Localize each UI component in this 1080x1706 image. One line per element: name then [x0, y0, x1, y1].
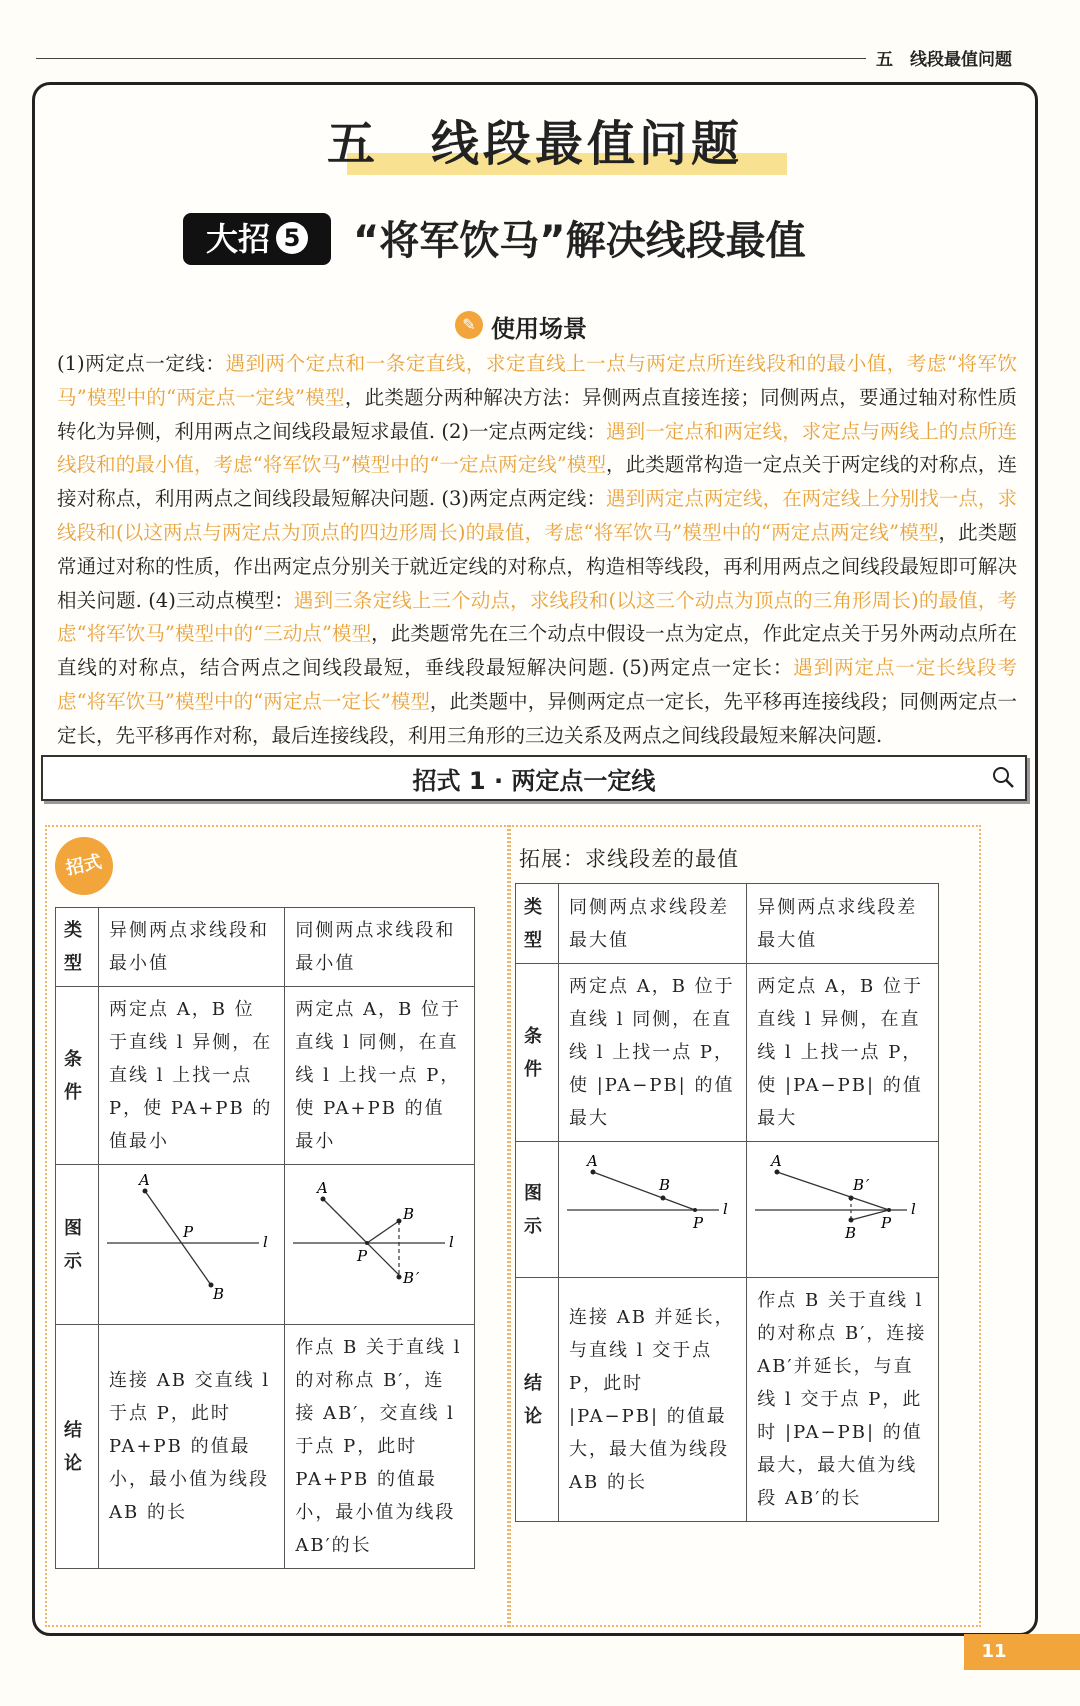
header-figure: 图示 — [516, 1142, 559, 1278]
label-B: B — [845, 1224, 859, 1242]
right-table — [515, 883, 939, 1522]
right-col1-condition: 两定点 A，B 位于直线 l 同侧，在直线 l 上找一点 P，使 |PA−PB| 的值最大 — [559, 964, 747, 1142]
left-col2-conclusion: 作点 B 关于直线 l 的对称点 B′，连接 AB′，交直线 l 于点 P，此时 PA+PB 的值最小，最小值为线段 AB′的长 — [285, 1325, 475, 1569]
label-l: l — [911, 1200, 919, 1218]
label-A: A — [771, 1152, 785, 1170]
figure-same-side-sum — [285, 1165, 475, 1325]
left-col1-conclusion: 连接 AB 交直线 l 于点 P，此时 PA+PB 的值最小，最小值为线段 AB 的长 — [99, 1325, 285, 1569]
left-col2-condition: 两定点 A，B 位于直线 l 同侧，在直线 l 上找一点 P，使 PA+PB 的值最小 — [285, 987, 475, 1165]
zhaoshi-badge: 招式 — [50, 832, 119, 901]
label-P: P — [183, 1223, 196, 1241]
header-figure: 图示 — [56, 1165, 99, 1325]
lightbulb-icon: ✎ — [455, 311, 483, 339]
method-title: 招式 1 · 两定点一定线 — [412, 767, 656, 795]
label-B: B — [403, 1205, 417, 1223]
page-number-tab — [964, 1634, 1080, 1670]
figure-opposite-diff — [747, 1142, 939, 1278]
right-col1-conclusion: 连接 AB 并延长，与直线 l 交于点 P，此时 |PA−PB| 的值最大，最大值为线段 AB 的长 — [559, 1278, 747, 1522]
usage-highlight-text: 遇到两定点两定线，在两定线上分别找一点，求线段和(以这两点与两定点为顶点的四边形周长)的最值，考虑“将军饮马”模型中的“两定点两定线”模型 — [57, 487, 1017, 544]
usage-highlight-text: 遇到两定点一定长线段考虑“将军饮马”模型中的“两定点一定长”模型 — [57, 656, 1017, 713]
figure-same-side-diff — [559, 1142, 747, 1278]
usage-title: 使用场景 — [491, 315, 587, 343]
figure-opposite-sum — [99, 1165, 285, 1325]
header-condition: 条件 — [56, 987, 99, 1165]
section-title: “将军饮马”解决线段最值 — [353, 218, 806, 264]
usage-text: (1)两定点一定线： — [57, 352, 226, 375]
usage-text: ，此类题常构造一定点关于两定线的对称点，连接对称点，利用两点之间线段最短解决问题. (3)两定点两定线： — [57, 453, 1017, 511]
label-Bprime: B′ — [853, 1176, 872, 1194]
header-type: 类型 — [56, 908, 99, 987]
label-l: l — [723, 1200, 730, 1218]
label-Bprime: B′ — [403, 1269, 422, 1287]
running-header: 五 线段最值问题 — [876, 50, 1012, 70]
header-conclusion: 结论 — [516, 1278, 559, 1522]
usage-text: ，此类题常通过对称的性质，作出两定点分别关于就近定线的对称点，构造相等线段，再利用两点之间线段最短即可解决相关问题. (4)三动点模型： — [57, 520, 1017, 612]
right-col2-condition: 两定点 A，B 位于直线 l 异侧，在直线 l 上找一点 P，使 |PA−PB| 的值最大 — [747, 964, 939, 1142]
usage-highlight-text: 遇到两个定点和一条定直线，求定直线上一点与两定点所连线段和的最小值，考虑“将军饮马”模型中的“两定点一定线”模型 — [57, 352, 1017, 409]
left-panel — [45, 825, 509, 1627]
label-l: l — [449, 1233, 457, 1251]
usage-highlight-text: 遇到三条定线上三个动点，求线段和(以这三个动点为顶点的三角形周长)的最值，考虑“将军饮马”模型中的“三动点”模型 — [57, 588, 1017, 646]
label-P: P — [881, 1214, 894, 1232]
header-rule — [36, 58, 866, 59]
label-A: A — [139, 1171, 152, 1189]
label-A: A — [317, 1179, 331, 1197]
left-col2-type: 同侧两点求线段和最小值 — [285, 908, 475, 987]
method-badge — [183, 213, 331, 265]
label-A: A — [587, 1152, 600, 1170]
header-conclusion: 结论 — [56, 1325, 99, 1569]
extension-title: 拓展：求线段差的最值 — [519, 847, 739, 871]
label-B: B — [213, 1285, 227, 1303]
label-B: B — [659, 1176, 673, 1194]
right-panel — [509, 825, 981, 1627]
chapter-title: 五 线段最值问题 — [326, 116, 743, 172]
label-P: P — [693, 1214, 706, 1232]
page-number: 11 — [981, 1641, 1007, 1662]
right-col2-conclusion: 作点 B 关于直线 l 的对称点 B′，连接 AB′并延长，与直线 l 交于点 P，此时 |PA−PB| 的值最大，最大值为线段 AB′的长 — [747, 1278, 939, 1522]
label-l: l — [263, 1233, 270, 1251]
left-table — [55, 907, 475, 1569]
right-col1-type: 同侧两点求线段差最大值 — [559, 884, 747, 964]
label-P: P — [357, 1247, 370, 1265]
search-icon[interactable] — [991, 765, 1015, 789]
badge-number: 5 — [276, 222, 308, 254]
badge-label: 大招 — [205, 220, 270, 258]
usage-text: ，此类题常先在三个动点中假设一点为定点，作此定点关于另外两动点所在直线的对称点，结合两点之间线段最短，垂线段最短解决问题. (5)两定点一定长： — [57, 622, 1017, 680]
right-col2-type: 异侧两点求线段差最大值 — [747, 884, 939, 964]
content-card — [32, 82, 1038, 1636]
header-type: 类型 — [516, 884, 559, 964]
usage-text: ，此类题分两种解决方法：异侧两点直接连接；同侧两点，要通过轴对称性质转化为异侧，利用两点之间线段最短求最值. (2)一定点两定线： — [57, 385, 1017, 443]
usage-highlight-text: 遇到一定点和两定线，求定点与两线上的点所连线段和的最小值，考虑“将军饮马”模型中的“一定点两定线”模型 — [57, 419, 1017, 477]
usage-paragraph — [57, 347, 1017, 753]
usage-text: ，此类题中，异侧两定点一定长，先平移再连接线段；同侧两定点一定长，先平移再作对称，最后连接线段，利用三角形的三边关系及两点之间线段最短来解决问题. — [57, 689, 1017, 747]
left-col1-condition: 两定点 A，B 位于直线 l 异侧，在直线 l 上找一点 P，使 PA+PB 的值最小 — [99, 987, 285, 1165]
left-col1-type: 异侧两点求线段和最小值 — [99, 908, 285, 987]
header-condition: 条件 — [516, 964, 559, 1142]
method-bar[interactable] — [41, 755, 1027, 801]
